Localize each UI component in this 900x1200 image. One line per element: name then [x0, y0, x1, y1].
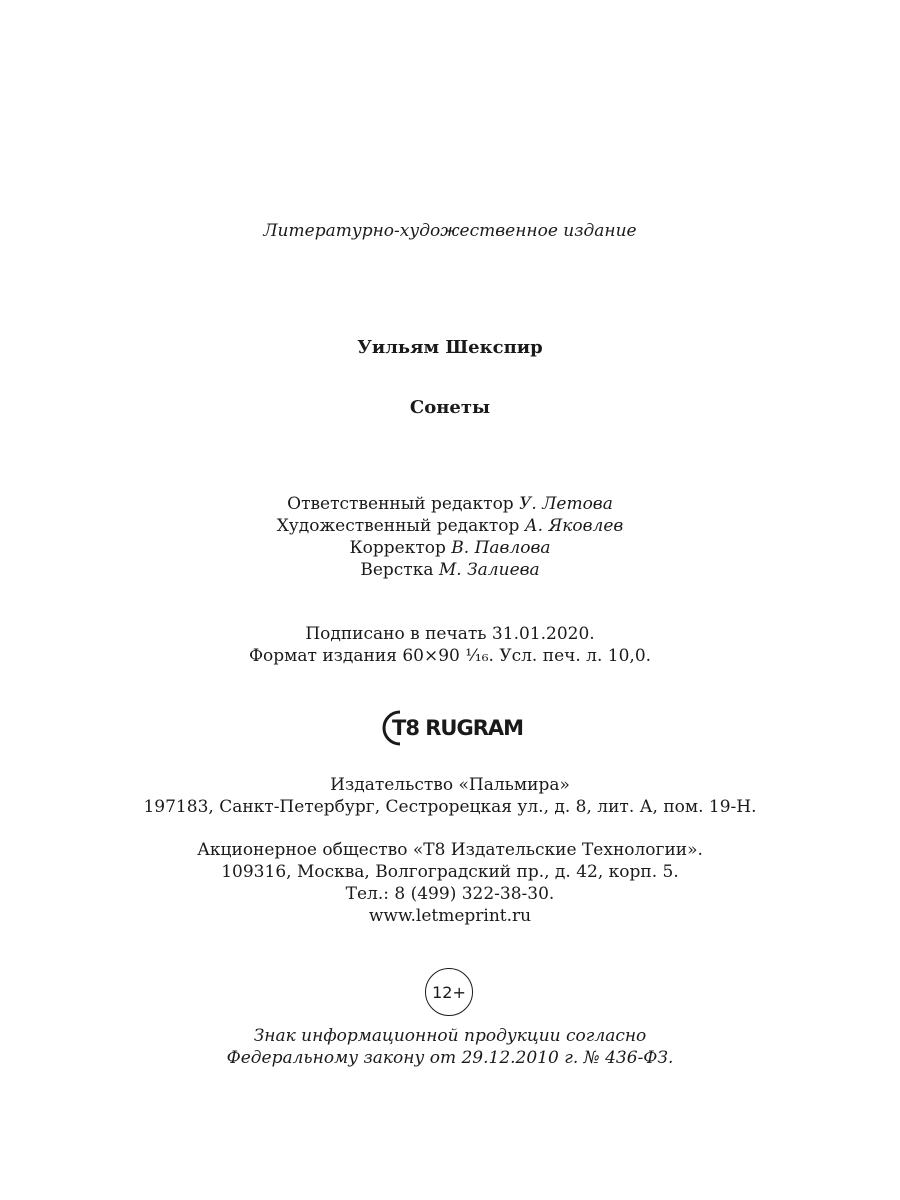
credit-person: У. Летова [519, 494, 613, 514]
printer-phone: Тел.: 8 (499) 322-38-30. [345, 884, 555, 904]
age-rating-badge: 12+ [425, 968, 473, 1016]
book-title: Сонеты [409, 397, 491, 418]
printer-website[interactable]: www.letmeprint.ru [368, 906, 532, 926]
credit-line [0, 537, 900, 559]
credit-role: Ответственный редактор [287, 494, 514, 514]
edition-type: Литературно-художественное издание [263, 221, 637, 241]
credit-person: В. Павлова [451, 538, 551, 558]
printer-name: Акционерное общество «Т8 Издательские Технологии». [197, 840, 703, 860]
publisher-logo [382, 708, 522, 748]
credit-person: М. Залиева [438, 560, 540, 580]
logo-text: T8 RUGRAM [392, 716, 524, 740]
credit-role: Верстка [360, 560, 434, 580]
law-notice-line: Знак информационной продукции согласно [253, 1026, 647, 1046]
print-format: Формат издания 60×90 ¹⁄₁₆. Усл. печ. л. 10,0. [248, 646, 652, 666]
credit-role: Художественный редактор [276, 516, 520, 536]
author-name: Уильям Шекспир [357, 337, 543, 358]
publisher-name: Издательство «Пальмира» [330, 775, 570, 795]
credit-role: Корректор [349, 538, 446, 558]
law-notice-line: Федеральному закону от 29.12.2010 г. № 436-ФЗ. [226, 1048, 674, 1068]
credit-line [0, 493, 900, 515]
credit-person: А. Яковлев [524, 516, 624, 536]
print-signed: Подписано в печать 31.01.2020. [305, 624, 595, 644]
publisher-address: 197183, Санкт-Петербург, Сестрорецкая ул., д. 8, лит. А, пом. 19-Н. [143, 797, 757, 817]
credit-line [0, 559, 900, 581]
printer-address: 109316, Москва, Волгоградский пр., д. 42, корп. 5. [221, 862, 679, 882]
credit-line [0, 515, 900, 537]
